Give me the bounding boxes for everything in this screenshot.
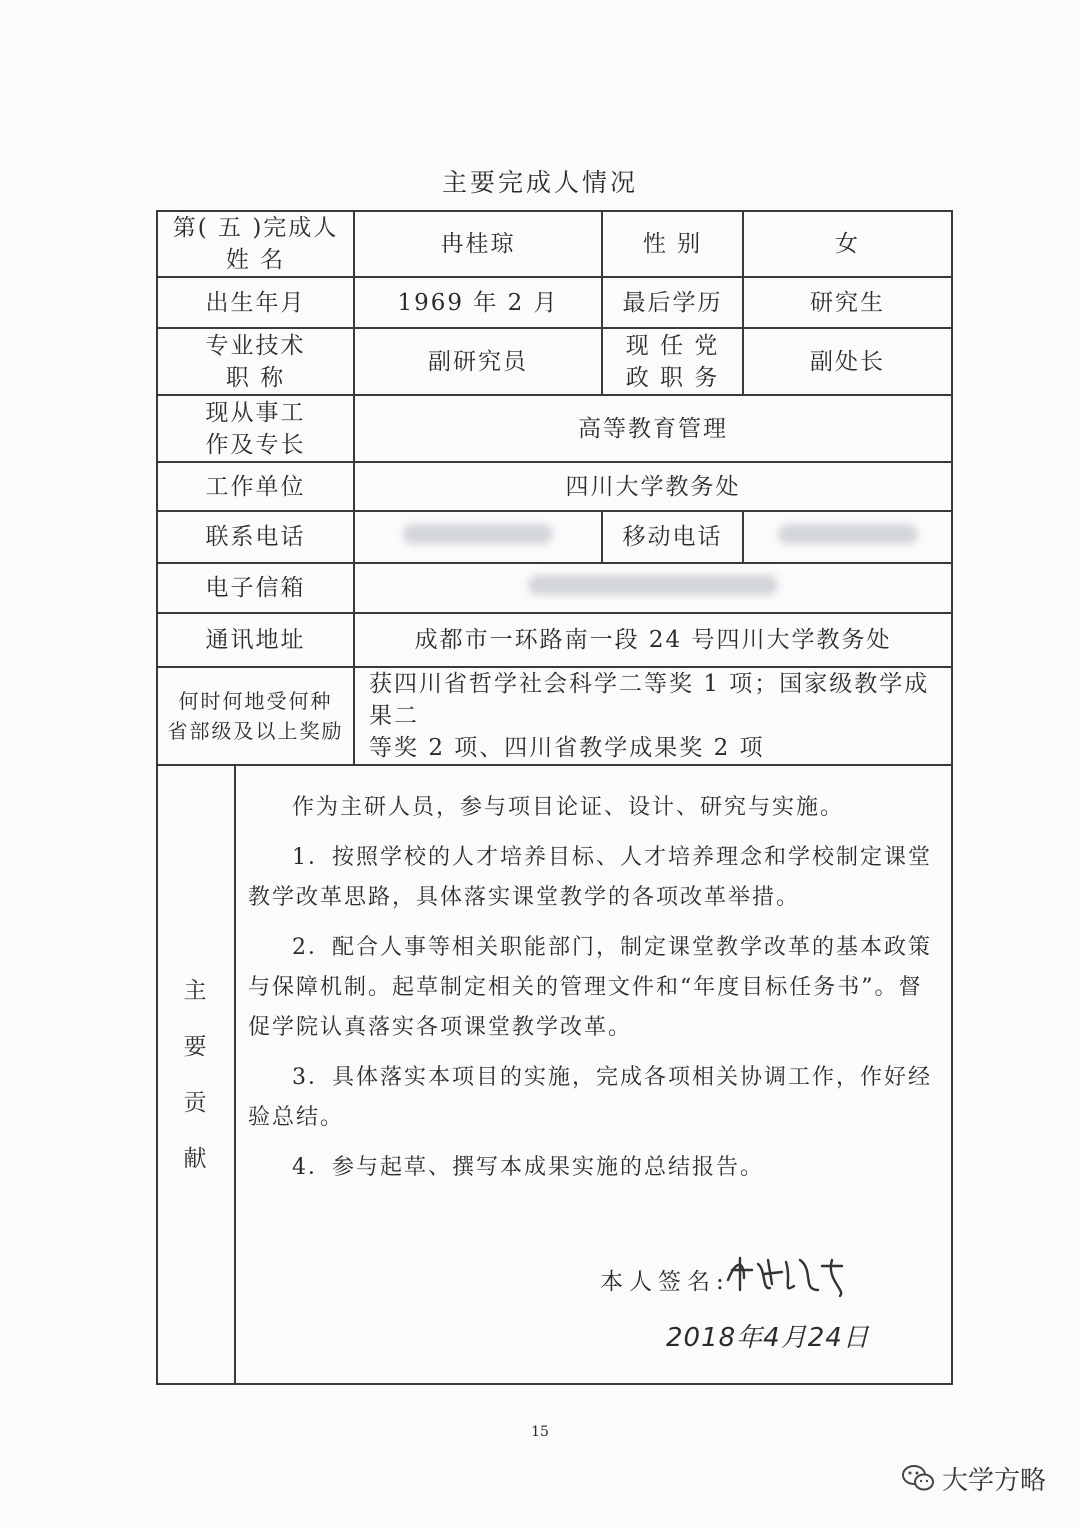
birth-value: 1969 年 2 月 <box>354 277 602 328</box>
signature-label: 本人签名: <box>600 1269 730 1295</box>
contribution-intro: 作为主研人员，参与项目论证、设计、研究与实施。 <box>292 795 845 820</box>
gender-label: 性 别 <box>602 211 743 277</box>
mobile-label: 移动电话 <box>602 511 743 563</box>
awards-value: 获四川省哲学社会科学二等奖 1 项；国家级教学成果二 等奖 2 项、四川省教学成果奖 2 项 <box>354 667 952 765</box>
rank-name-label: 第( 五 )完成人 姓 名 <box>157 211 354 277</box>
signature-date: 2018年4月24日 <box>666 1323 870 1353</box>
contribution-label: 主 要 贡 献 <box>157 765 235 1384</box>
title-value: 副研究员 <box>354 328 602 395</box>
specialty-value: 高等教育管理 <box>354 395 952 462</box>
contribution-cell <box>235 765 952 1384</box>
email-label: 电子信箱 <box>157 563 354 613</box>
awards-label: 何时何地受何种 省部级及以上奖励 <box>157 667 354 765</box>
address-value: 成都市一环路南一段 24 号四川大学教务处 <box>354 613 952 667</box>
contribution-item-4: 4．参与起草、撰写本成果实施的总结报告。 <box>292 1155 764 1180</box>
info-form-table <box>156 210 953 1385</box>
name-value: 冉桂琼 <box>354 211 602 277</box>
post-value: 副处长 <box>743 328 952 395</box>
address-label: 通讯地址 <box>157 613 354 667</box>
education-label: 最后学历 <box>602 277 743 328</box>
post-label: 现 任 党 政 职 务 <box>602 328 743 395</box>
contribution-item-1: 1．按照学校的人才培养目标、人才培养理念和学校制定课堂教学改革思路，具体落实课堂教学的各项改革举措。 <box>248 845 932 910</box>
contribution-item-3: 3．具体落实本项目的实施，完成各项相关协调工作，作好经验总结。 <box>248 1065 932 1130</box>
specialty-label: 现从事工 作及专长 <box>157 395 354 462</box>
gender-value: 女 <box>743 211 952 277</box>
contribution-item-2: 2．配合人事等相关职能部门，制定课堂教学改革的基本政策与保障机制。起草制定相关的管理文件和“年度目标任务书”。督促学院认真落实各项课堂教学改革。 <box>248 935 932 1040</box>
phone-value-redacted <box>354 511 602 563</box>
email-value-redacted <box>354 563 952 613</box>
wechat-icon <box>902 1464 934 1492</box>
title-label: 专业技术 职 称 <box>157 328 354 395</box>
mobile-value-redacted <box>743 511 952 563</box>
phone-label: 联系电话 <box>157 511 354 563</box>
page-number: 15 <box>531 1424 549 1440</box>
document-title: 主要完成人情况 <box>441 168 638 197</box>
employer-value: 四川大学教务处 <box>354 462 952 511</box>
watermark-text: 大学方略 <box>942 1465 1047 1496</box>
education-value: 研究生 <box>743 277 952 328</box>
birth-label: 出生年月 <box>157 277 354 328</box>
employer-label: 工作单位 <box>157 462 354 511</box>
watermark <box>902 1458 1052 1498</box>
handwritten-signature <box>722 1250 852 1300</box>
